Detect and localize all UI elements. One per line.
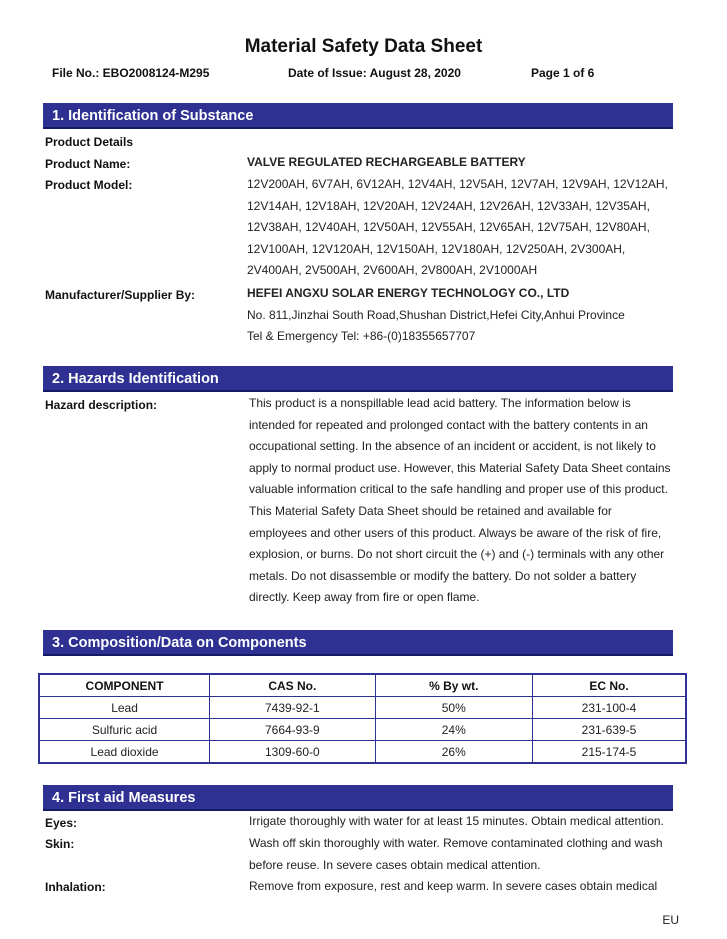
cell-component: Sulfuric acid	[39, 719, 210, 741]
manufacturer-address: No. 811,Jinzhai South Road,Shushan District,Hefei City,Anhui Province	[247, 307, 625, 322]
hazard-description-text	[249, 393, 671, 609]
column-header-cas: CAS No.	[210, 674, 375, 697]
eyes-line: Irrigate thoroughly with water for at least 15 minutes. Obtain medical attention.	[249, 814, 664, 828]
inhalation-line: Remove from exposure, rest and keep warm. In severe cases obtain medical	[249, 879, 658, 893]
skin-line: Wash off skin thoroughly with water. Remove contaminated clothing and wash	[249, 836, 663, 850]
product-name-value	[247, 152, 526, 174]
section-3-heading: 3. Composition/Data on Components	[43, 630, 673, 656]
product-model-line: 12V38AH, 12V40AH, 12V50AH, 12V55AH, 12V65AH, 12V75AH, 12V80AH,	[247, 220, 650, 235]
skin-text	[249, 833, 663, 876]
manufacturer-label: Manufacturer/Supplier By:	[45, 288, 196, 302]
cell-ec: 231-639-5	[533, 719, 687, 741]
table-row	[39, 741, 686, 764]
hazard-line: metals. Do not disassemble or modify the battery. Do not solder a battery	[249, 568, 637, 583]
cell-component: Lead dioxide	[39, 741, 210, 764]
hazard-line: directly. Keep away from fire or open flame.	[249, 590, 480, 605]
product-model-line: 12V14AH, 12V18AH, 12V20AH, 12V24AH, 12V26AH, 12V33AH, 12V35AH,	[247, 198, 650, 213]
issue-date: Date of Issue: August 28, 2020	[288, 66, 461, 80]
hazard-line: This Material Safety Data Sheet should be retained and available for	[249, 503, 612, 518]
product-model-line: 2V400AH, 2V500AH, 2V600AH, 2V800AH, 2V1000AH	[247, 263, 538, 278]
cell-component: Lead	[39, 697, 210, 719]
product-model-label: Product Model:	[45, 178, 133, 192]
document-title: Material Safety Data Sheet	[244, 36, 483, 57]
hazard-description-label: Hazard description:	[45, 398, 158, 412]
skin-label: Skin:	[45, 837, 75, 851]
page-number: Page 1 of 6	[531, 66, 595, 80]
cell-ec: 231-100-4	[533, 697, 687, 719]
product-model-list	[247, 174, 668, 282]
table-row	[39, 697, 686, 719]
hazard-line: employees and other users of this product. Always be aware of the risk of fire,	[249, 525, 662, 540]
cell-weight: 50%	[375, 697, 532, 719]
hazard-line: apply to normal product use. However, this Material Safety Data Sheet contains	[249, 460, 671, 475]
footer-mark: EU	[662, 913, 679, 927]
skin-line: before reuse. In severe cases obtain medical attention.	[249, 857, 541, 872]
column-header-weight: % By wt.	[375, 674, 532, 697]
inhalation-text	[249, 876, 657, 898]
column-header-ec: EC No.	[533, 674, 687, 697]
section-4-heading: 4. First aid Measures	[43, 785, 673, 811]
file-number: File No.: EBO2008124-M295	[52, 66, 210, 80]
cell-ec: 215-174-5	[533, 741, 687, 764]
hazard-line: intended for repeated and prolonged contact with the battery contents in an	[249, 417, 648, 432]
composition-table	[38, 673, 687, 764]
manufacturer-name: HEFEI ANGXU SOLAR ENERGY TECHNOLOGY CO., LTD	[247, 286, 570, 300]
product-name-label: Product Name:	[45, 157, 131, 171]
product-model-line: 12V100AH, 12V120AH, 12V150AH, 12V180AH, 12V250AH, 2V300AH,	[247, 241, 626, 256]
hazard-line: valuable information critical to the safe handling and proper use of this product.	[249, 482, 668, 497]
table-row	[39, 719, 686, 741]
hazard-line: occupational setting. In the absence of an incident or accident, is not likely to	[249, 439, 656, 454]
cell-cas: 1309-60-0	[210, 741, 375, 764]
cell-cas: 7439-92-1	[210, 697, 375, 719]
inhalation-label: Inhalation:	[45, 880, 106, 894]
eyes-text	[249, 811, 664, 833]
hazard-line: explosion, or burns. Do not short circuit the (+) and (-) terminals with any other	[249, 547, 665, 562]
section-2-heading: 2. Hazards Identification	[43, 366, 673, 392]
manufacturer-info	[247, 283, 625, 348]
hazard-line: This product is a nonspillable lead acid battery. The information below is	[249, 396, 631, 410]
eyes-label: Eyes:	[45, 816, 78, 830]
cell-weight: 24%	[375, 719, 532, 741]
table-header-row	[39, 674, 686, 697]
cell-cas: 7664-93-9	[210, 719, 375, 741]
manufacturer-phone: Tel & Emergency Tel: +86-(0)18355657707	[247, 329, 476, 344]
product-details-label: Product Details	[45, 135, 134, 149]
product-name-text: VALVE REGULATED RECHARGEABLE BATTERY	[247, 155, 526, 169]
product-model-line: 12V200AH, 6V7AH, 6V12AH, 12V4AH, 12V5AH, 12V7AH, 12V9AH, 12V12AH,	[247, 177, 668, 191]
column-header-component: COMPONENT	[39, 674, 210, 697]
cell-weight: 26%	[375, 741, 532, 764]
section-1-heading: 1. Identification of Substance	[43, 103, 673, 129]
